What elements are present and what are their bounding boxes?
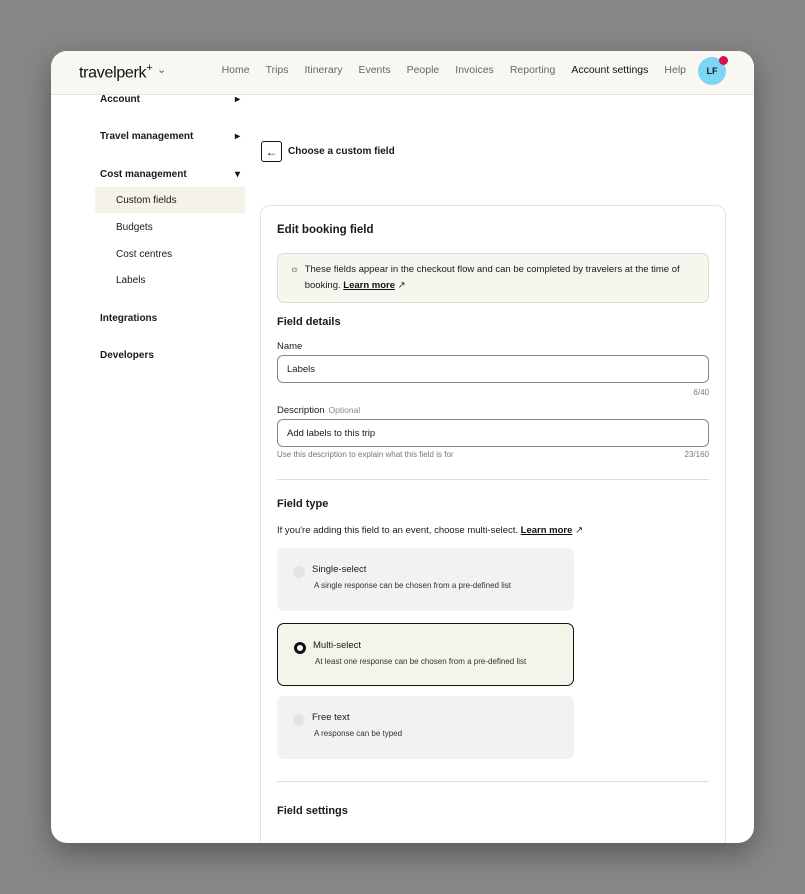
avatar[interactable] (698, 57, 726, 85)
description-counter: 23/160 (684, 450, 709, 459)
card-title: Edit booking field (277, 224, 374, 236)
sidebar-label: Account (100, 93, 140, 105)
learn-more-link[interactable]: Learn more (343, 280, 396, 291)
sidebar-item-custom-fields[interactable]: Custom fields (95, 187, 245, 213)
radio-unchecked[interactable] (293, 566, 305, 578)
external-link-icon: ↗ (575, 525, 584, 536)
option-desc: A response can be typed (314, 729, 403, 738)
logo-text: travelperk (79, 64, 147, 82)
option-desc: A single response can be chosen from a pre-defined list (314, 581, 512, 590)
sidebar-item-labels[interactable]: Labels (116, 274, 146, 286)
divider (277, 479, 709, 480)
option-title: Single-select (312, 564, 367, 575)
option-title: Free text (312, 712, 350, 723)
name-label: Name (277, 341, 303, 352)
lightbulb-icon: ☼ (290, 264, 299, 275)
back-label: Choose a custom field (288, 146, 395, 157)
description-input[interactable]: Add labels to this trip (277, 419, 709, 447)
nav-reporting[interactable]: Reporting (509, 64, 556, 76)
nav-invoices[interactable]: Invoices (455, 64, 494, 76)
nav-help[interactable]: Help (664, 64, 686, 76)
avatar-initials: LF (706, 66, 718, 76)
notification-dot (719, 56, 728, 65)
nav-people[interactable]: People (406, 64, 440, 76)
external-link-icon: ↗ (397, 280, 406, 291)
info-text: These fields appear in the checkout flow and can be completed by travelers at the time of booking. (304, 264, 680, 291)
option-multi-select[interactable] (277, 623, 574, 686)
info-banner (277, 253, 709, 303)
sidebar-account[interactable] (95, 91, 245, 107)
description-help: Use this description to explain what this field is for (277, 450, 454, 459)
back-link[interactable] (261, 141, 395, 162)
sidebar-item-budgets[interactable]: Budgets (116, 221, 153, 233)
name-input[interactable]: Labels (277, 355, 709, 383)
option-single-select[interactable] (277, 548, 574, 611)
arrow-left-icon: ← (261, 141, 282, 162)
field-type-learn-more-link[interactable]: Learn more (520, 525, 573, 536)
sidebar-label: Cost management (100, 168, 187, 180)
travelperk-logo[interactable]: travelperk+ (79, 62, 153, 82)
chevron-down-icon[interactable]: ⌄ (157, 64, 167, 76)
description-label (277, 405, 709, 416)
sidebar-label: Travel management (100, 130, 194, 142)
radio-unchecked[interactable] (293, 714, 305, 726)
option-title: Multi-select (313, 640, 362, 651)
description-label-text: Description (277, 405, 325, 416)
nav-links (222, 64, 686, 76)
name-counter-row (277, 388, 709, 397)
field-type-hint (277, 525, 709, 536)
sidebar-travel-management[interactable] (95, 128, 245, 144)
nav-events[interactable]: Events (358, 64, 391, 76)
option-desc: At least one response can be chosen from a pre-defined list (315, 657, 527, 666)
description-help-row (277, 450, 709, 459)
field-settings-heading: Field settings (277, 805, 348, 817)
optional-tag: Optional (328, 405, 361, 415)
radio-checked[interactable] (294, 642, 306, 654)
hint-text: If you're adding this field to an event, choose multi-select. (277, 525, 519, 536)
caret-right-icon: ▸ (234, 93, 240, 105)
sidebar (95, 91, 245, 363)
edit-field-card (260, 205, 726, 843)
field-details-heading: Field details (277, 316, 341, 328)
field-type-heading: Field type (277, 498, 329, 510)
sidebar-developers[interactable]: Developers (100, 349, 154, 361)
sidebar-cost-management[interactable] (95, 166, 245, 182)
divider (277, 781, 709, 782)
app-window (51, 51, 754, 843)
top-nav (51, 51, 754, 95)
option-free-text[interactable] (277, 696, 574, 759)
name-counter: 6/40 (693, 388, 709, 397)
caret-down-icon: ▾ (234, 168, 240, 180)
caret-right-icon: ▸ (234, 130, 240, 142)
nav-trips[interactable]: Trips (265, 64, 289, 76)
sidebar-integrations[interactable]: Integrations (100, 312, 158, 324)
nav-itinerary[interactable]: Itinerary (304, 64, 343, 76)
sidebar-item-cost-centres[interactable]: Cost centres (116, 248, 173, 260)
nav-account-settings[interactable]: Account settings (571, 64, 649, 76)
nav-home[interactable]: Home (221, 64, 250, 76)
